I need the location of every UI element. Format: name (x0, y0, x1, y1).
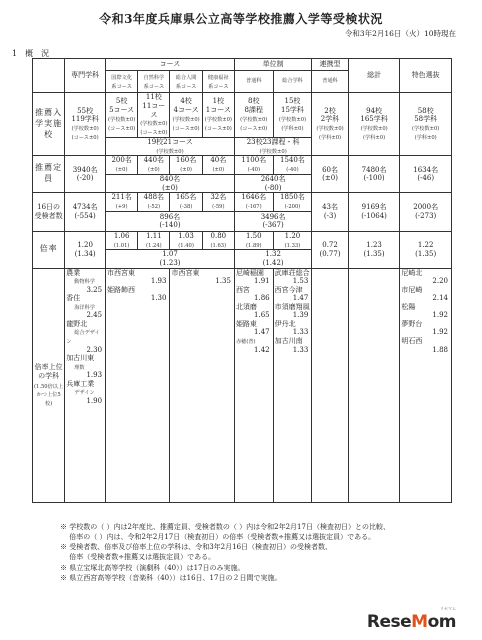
rank-senmon (65, 268, 106, 502)
footnotes (60, 522, 460, 583)
cell-applicants-futsu: 1646名 (-167) (234, 193, 273, 212)
footnote: ※ 学校数の（ ）内は2年度比、推薦定員、受検者数の（ ）内は令和2年2月17日（検査初日）との比較、 (60, 523, 390, 531)
cell-ratio-tokushoku: 1.22 (1.35) (400, 231, 452, 268)
cell-capacity-renkei: 60名 (±0) (312, 156, 349, 193)
rank-item: 加古川南 1.33 (274, 337, 309, 354)
cell-applicants-sogo: 1850名 (-200) (273, 193, 312, 212)
rank-item: 姫路東 1.47 (235, 319, 270, 337)
cell-ratio-sogo-jinbun: 1.03 (1.40) (170, 231, 202, 250)
cell-capacity-total: 7480名 (-100) (348, 156, 400, 193)
cell-applicants-tan-i-total: 3496名 (-367) (234, 211, 311, 231)
rank-course-left (106, 268, 170, 502)
rank-item: 西宮 1.86 (235, 285, 270, 303)
header-futsu: 普通科 (234, 71, 273, 93)
cell-schools-kenko: 1校 1コース (学校数±0) (コース±0) (202, 93, 234, 138)
rank-item: 市尼崎 2.14 (401, 285, 448, 303)
cell-schools-course-total: 19校21コース (学校数±0) (106, 137, 235, 156)
header-futsu2: 普通科 (312, 71, 349, 93)
section-heading: 1 概 況 (12, 49, 50, 58)
row-label-capacity: 推薦定員 (33, 156, 65, 193)
cell-capacity-kokusai: 200名 (±0) (106, 156, 138, 175)
rank-item: 武庫荘総合 1.53 (274, 268, 310, 286)
rank-item: 尼崎稲園 1.91 (235, 268, 270, 286)
rank-item: 夢野台 1.92 (401, 319, 448, 337)
rank-item: 北須磨 1.65 (235, 302, 270, 320)
cell-capacity-futsu: 1100名 (-40) (234, 156, 273, 175)
row-label-ratio: 倍率 (33, 231, 65, 268)
rank-item: 明石西 1.88 (401, 337, 448, 354)
header-sogo: 総合学科 (273, 71, 312, 93)
cell-capacity-tokushoku: 1634名 (-46) (400, 156, 452, 193)
cell-schools-sogo: 15校 15学科 (学校数±0) (学科±0) (273, 93, 312, 138)
cell-applicants-tokushoku: 2000名 (-273) (400, 193, 452, 232)
cell-ratio-senmon: 1.20 (1.34) (65, 231, 106, 268)
rank-item: 尼崎北 2.20 (401, 268, 448, 286)
cell-schools-futsu: 8校 8課程 (学校数±0) (コース±0) (234, 93, 273, 138)
cell-schools-renkei: 2校 2学科 (学校数±0) (学科±0) (312, 93, 349, 156)
cell-applicants-sogo-jinbun: 165名 (-38) (170, 193, 202, 212)
footnote: 倍率の（ ）内は、令和2年2月17日（検査初日）の倍率（受検者数÷推薦又は選抜定員）である。 (60, 533, 376, 542)
cell-ratio-sogo: 1.20 (1.33) (273, 231, 312, 250)
rank-futsu (234, 268, 273, 502)
rank-item: 赤穂(普) 1.42 (235, 339, 270, 354)
cell-applicants-kokusai: 211名 (+9) (106, 193, 138, 212)
cell-applicants-kenko: 32名 (-59) (202, 193, 234, 212)
cell-ratio-kokusai: 1.06 (1.01) (106, 231, 138, 250)
header-senmon: 専門学科 (65, 59, 106, 93)
cell-ratio-renkei: 0.72 (0.77) (312, 231, 349, 268)
cell-applicants-total: 9169名 (-1064) (348, 193, 400, 232)
header-shizen: 自然科学 系コース (138, 71, 170, 93)
cell-applicants-course-total: 896名 (-140) (106, 211, 235, 231)
cell-ratio-futsu: 1.50 (1.89) (234, 231, 273, 250)
rank-item: 市須磨翔風 1.39 (274, 302, 310, 320)
status-table (32, 58, 452, 503)
footnote: ※ 県立宝塚北高等学校（演劇科（40））は17日のみ実施。 (60, 563, 245, 572)
resemom-logo: ReseMom リセマム (366, 606, 456, 632)
rank-total (348, 268, 400, 502)
footnote: ※ 県立西宮高等学校（音楽科（40））は16日、17日の２日間で実施。 (60, 573, 282, 582)
cell-applicants-shizen: 488名 (-52) (138, 193, 170, 212)
page-title: 令和3年度兵庫県公立高等学校推薦入学等受検状況 (99, 12, 383, 26)
rank-course-right (170, 268, 234, 502)
cell-schools-tan-i-total: 23校23課程・科 (学校数±0) (234, 137, 311, 156)
rank-item: 農業 動物科学 3.25 (66, 268, 103, 294)
cell-capacity-senmon: 3940名 (-20) (65, 156, 106, 193)
cell-schools-sogo-jinbun: 4校 4コース (学校数±0) (コース±0) (170, 93, 202, 138)
cell-ratio-shizen: 1.11 (1.24) (138, 231, 170, 250)
rank-item: 姫路飾西 1.30 (107, 285, 167, 303)
cell-applicants-renkei: 43名 (-3) (312, 193, 349, 232)
report-date: 令和3年2月16日（火）10時現在 (344, 29, 456, 38)
header-kenko: 健康福祉 系コース (202, 71, 234, 93)
rank-item: 西宮今津 1.47 (274, 285, 309, 303)
cell-ratio-course-total: 1.07 (1.23) (106, 250, 235, 269)
header-tokushoku: 特色選抜 (400, 59, 452, 93)
cell-schools-senmon: 55校 119学科 (学校数±0) (コース±0) (65, 93, 106, 156)
cell-ratio-total: 1.23 (1.35) (348, 231, 400, 268)
header-course: コース (106, 59, 235, 71)
cell-ratio-kenko: 0.80 (1.63) (202, 231, 234, 250)
rank-item: 香住 海洋科学 2.45 (66, 294, 103, 320)
cell-schools-kokusai: 5校 5コース (学校数±0) (コース±0) (106, 93, 138, 138)
rank-tokushoku (400, 268, 452, 502)
row-label-rank: 倍率上位の学科 (1.50倍以上かつ上位5校) (33, 268, 65, 502)
cell-capacity-sogo: 1540名 (-40) (273, 156, 312, 175)
header-tan-i: 単位制 (234, 59, 311, 71)
cell-schools-tokushoku: 58校 58学科 (学校数±0) (学科±0) (400, 93, 452, 156)
cell-schools-total: 94校 165学科 (学校数±0) (学科±0) (348, 93, 400, 156)
rank-item: 加古川東 理数 1.93 (66, 354, 103, 380)
corner-cell (33, 59, 65, 93)
header-kokusai: 国際文化 系コース (106, 71, 138, 93)
cell-capacity-kenko: 40名 (±0) (202, 156, 234, 175)
cell-ratio-tan-i-total: 1.32 (1.42) (234, 250, 311, 269)
rank-item: 兵庫工業 デザイン 1.90 (66, 379, 103, 405)
footnote: 倍率（受検者数÷推薦又は選抜定員）である。 (60, 553, 216, 562)
row-label-schools: 推薦入学実施校 (33, 93, 65, 156)
cell-schools-shizen: 11校 11コース (学校数±0) (コース±0) (138, 93, 170, 138)
footnote: ※ 受検者数、倍率及び倍率上位の学科は、令和3年2月16日（検査初日）の受検者数、 (60, 543, 333, 552)
rank-sogo (273, 268, 312, 502)
cell-applicants-senmon: 4734名 (-554) (65, 193, 106, 232)
rank-item: 龍野北 総合デザイン 2.30 (66, 319, 103, 354)
cell-capacity-tan-i-total: 2640名 (-80) (234, 174, 311, 193)
rank-item: 市西宮東 1.93 (107, 268, 167, 286)
row-label-applicants: 16日の受検者数 (33, 193, 65, 232)
rank-item: 伊丹北 1.33 (274, 319, 309, 337)
rank-item: 松陽 1.92 (401, 302, 448, 320)
cell-capacity-shizen: 440名 (±0) (138, 156, 170, 175)
header-renkei: 連携型 (312, 59, 349, 71)
header-sogo-jinbun: 総合人間 系コース (170, 71, 202, 93)
rank-item: 市西宮東 1.35 (171, 268, 231, 286)
cell-capacity-course-total: 840名 (±0) (106, 174, 235, 193)
cell-capacity-sogo-jinbun: 160名 (±0) (170, 156, 202, 175)
rank-renkei (312, 268, 349, 502)
header-total: 総計 (348, 59, 400, 93)
